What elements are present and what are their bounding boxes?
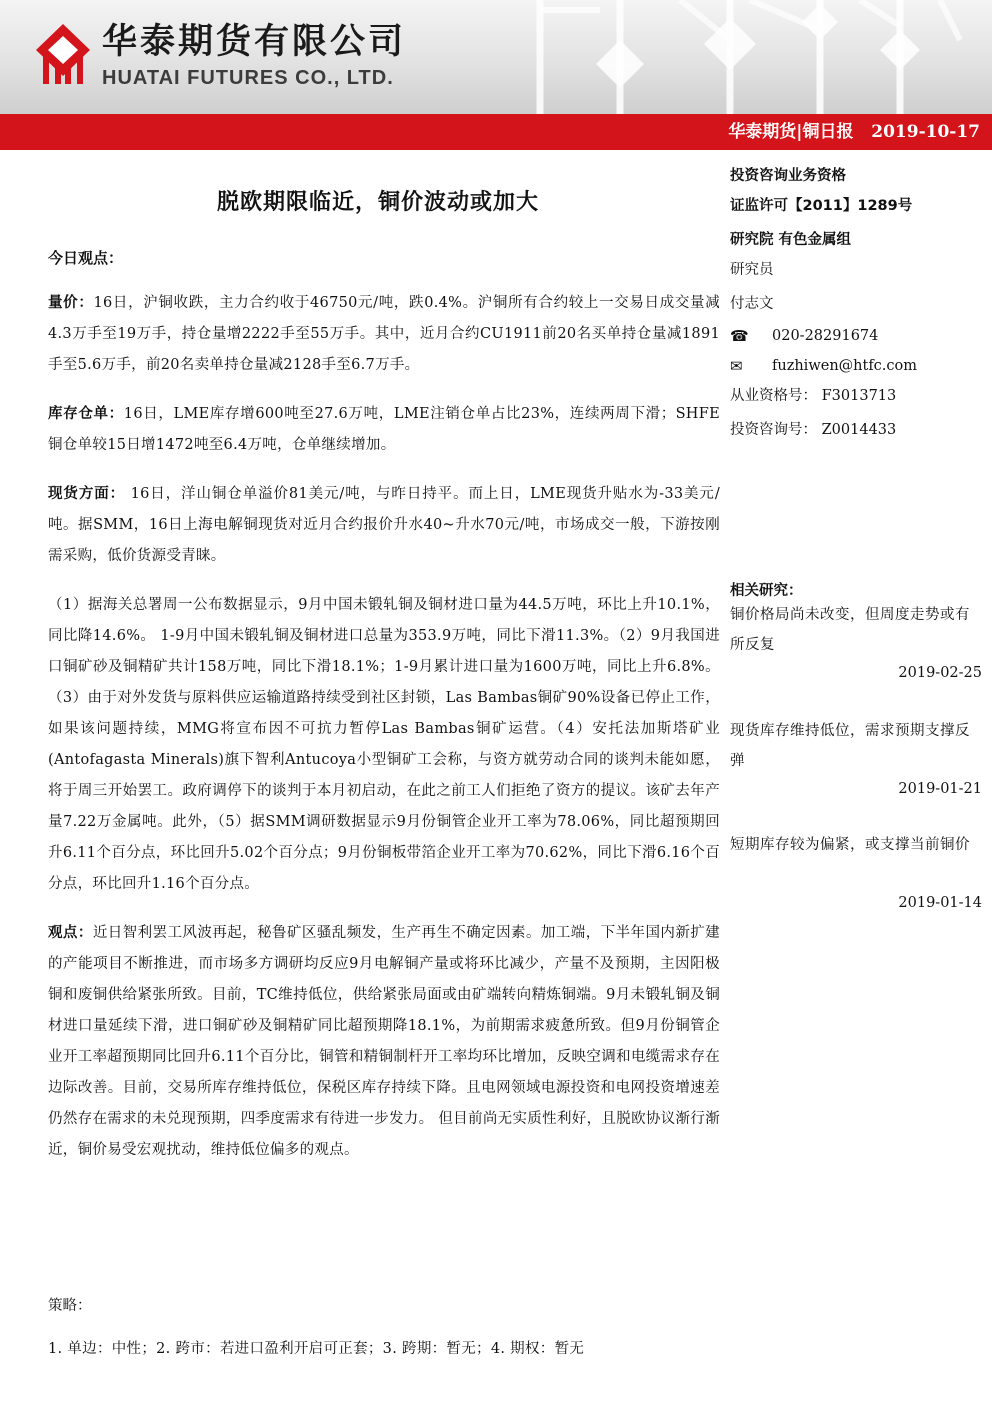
phone-number: 020-28291674 (772, 328, 879, 344)
license-number: 证监许可【2011】1289号 (730, 198, 913, 214)
consult-cert-number: 投资咨询号： Z0014433 (730, 422, 897, 438)
paragraph-spot (48, 479, 720, 572)
author-name: 付志文 (730, 296, 774, 312)
related-item-title[interactable]: 铜价格局尚未改变，但周度走势或有所反复 (730, 607, 970, 653)
report-title: 脱欧期限临近，铜价波动或加大 (216, 190, 539, 215)
paragraph-label: 观点： (48, 925, 93, 941)
related-item-date: 2019-01-14 (898, 895, 982, 911)
huatai-logo-icon (34, 22, 92, 86)
related-research-heading: 相关研究： (730, 583, 803, 599)
header-decoration (520, 0, 992, 114)
department: 研究院 有色金属组 (730, 232, 852, 248)
paragraph-label: 库存仓单： (48, 406, 124, 422)
paragraph-view (48, 918, 720, 1166)
related-item-title[interactable]: 现货库存维持低位，需求预期支撑反弹 (730, 723, 970, 769)
company-name-cn: 华泰期货有限公司 (102, 22, 407, 62)
paragraph-text: 近日智利罢工风波再起，秘鲁矿区骚乱频发，生产再生不确定因素。加工端，下半年国内新扩建的产能项目不断推进，而市场多方调研均反应9月电解铜产量或将环比减少，产量不及预期，主因阳极铜和废铜供给紧张所致。目前，TC维持低位，供给紧张局面或由矿端转向精炼铜端。9月未锻轧铜及铜材进口量延续下滑，进口铜矿砂及铜精矿同比超预期降18.1%，为前期需求疲惫所致。但9月份铜管企业开工率超预期同比回升6.11个百分比，铜管和精铜制杆开工率均环比增加，反映空调和电缆需求存在边际改善。目前，交易所库存维持低位，保税区库存持续下降。且电网领域电源投资和电网投资增速差仍然存在需求的未兑现预期，四季度需求有待进一步发力。 但目前尚无实质性利好，且脱欧协议渐行渐近，铜价易受宏观扰动，维持低位偏多的观点。 (48, 925, 720, 1158)
report-banner-text: 华泰期货|铜日报 2019-10-17 (728, 122, 980, 142)
paragraph-label: 现货方面： (48, 486, 126, 502)
qualification-title: 投资咨询业务资格 (730, 168, 846, 184)
paragraph-text: 16日，沪铜收跌，主力合约收于46750元/吨，跌0.4%。沪铜所有合约较上一交易日成交量减4.3万手至19万手，持仓量增2222手至55万手。其中，近月合约CU1911前20名买单持仓量减1891手至5.6万手，前20名卖单持仓量减2128手至6.7万手。 (48, 295, 720, 373)
paragraph-label: 量价： (48, 295, 94, 311)
company-name-en: HUATAI FUTURES CO., LTD. (102, 67, 394, 89)
paragraph-text: （1）据海关总署周一公布数据显示，9月中国未锻轧铜及铜材进口量为44.5万吨，环比上升10.1%，同比降14.6%。 1-9月中国未锻轧铜及铜材进口总量为353.9万吨，同比下滑11.3%。（2）9月我国进口铜矿砂及铜精矿共计158万吨，同比下滑18.1%；1-9月累计进口量为1600万吨，同比上升6.8%。（3）由于对外发货与原料供应运输道路持续受到社区封锁，Las Bambas铜矿90%设备已停止工作，如果该问题持续，MMG将宣布因不可抗力暂停Las Bambas铜矿运营。（4）安托法加斯塔矿业(Antofagasta Minerals)旗下智利Antucoya小型铜矿工会称，与资方就劳动合同的谈判未能如愿，将于周三开始罢工。政府调停下的谈判于本月初启动，在此之前工人们拒绝了资方的提议。该矿去年产量7.22万金属吨。此外，（5）据SMM调研数据显示9月份铜管企业开工率为78.06%，同比超预期回升6.11个百分点，环比回升5.02个百分点；9月份铜板带箔企业开工率为70.62%，同比下滑6.16个百分点，环比回升1.16个百分点。 (48, 597, 720, 892)
author-sidebar (730, 166, 982, 440)
today-view-heading: 今日观点： (48, 249, 124, 267)
paragraph-price-volume (48, 288, 720, 381)
author-role: 研究员 (730, 262, 774, 278)
paragraph-news (48, 590, 720, 900)
paragraph-text: 16日，LME库存增600吨至27.6万吨，LME注销仓单占比23%，连续两周下滑；SHFE铜仓单较15日增1472吨至6.4万吨，仓单继续增加。 (48, 406, 720, 453)
envelope-icon: ✉ (730, 357, 743, 375)
practice-cert-number: 从业资格号： F3013713 (730, 388, 897, 404)
author-phone (730, 326, 982, 346)
paragraph-text: 16日，洋山铜仓单溢价81美元/吨，与昨日持平。而上日，LME现货升贴水为-33美元/吨。据SMM，16日上海电解铜现货对近月合约报价升水40~升水70元/吨，市场成交一般，下游按刚需采购，低价货源受青睐。 (48, 486, 721, 564)
report-banner (0, 114, 992, 150)
main-column (48, 246, 720, 1184)
paragraph-inventory (48, 399, 720, 461)
report-header (0, 0, 992, 114)
phone-icon: ☎ (730, 327, 749, 345)
strategy-heading: 策略： (48, 1298, 92, 1314)
related-item-date: 2019-02-25 (898, 665, 982, 681)
author-email (730, 356, 982, 376)
email-address[interactable]: fuzhiwen@htfc.com (772, 358, 918, 374)
related-item-title[interactable]: 短期库存较为偏紧，或支撑当前铜价 (730, 837, 970, 853)
related-item-date: 2019-01-21 (898, 781, 982, 797)
strategy-text: 1. 单边：中性；2. 跨市：若进口盈利开启可正套；3. 跨期：暂无；4. 期权：暂无 (48, 1341, 585, 1357)
